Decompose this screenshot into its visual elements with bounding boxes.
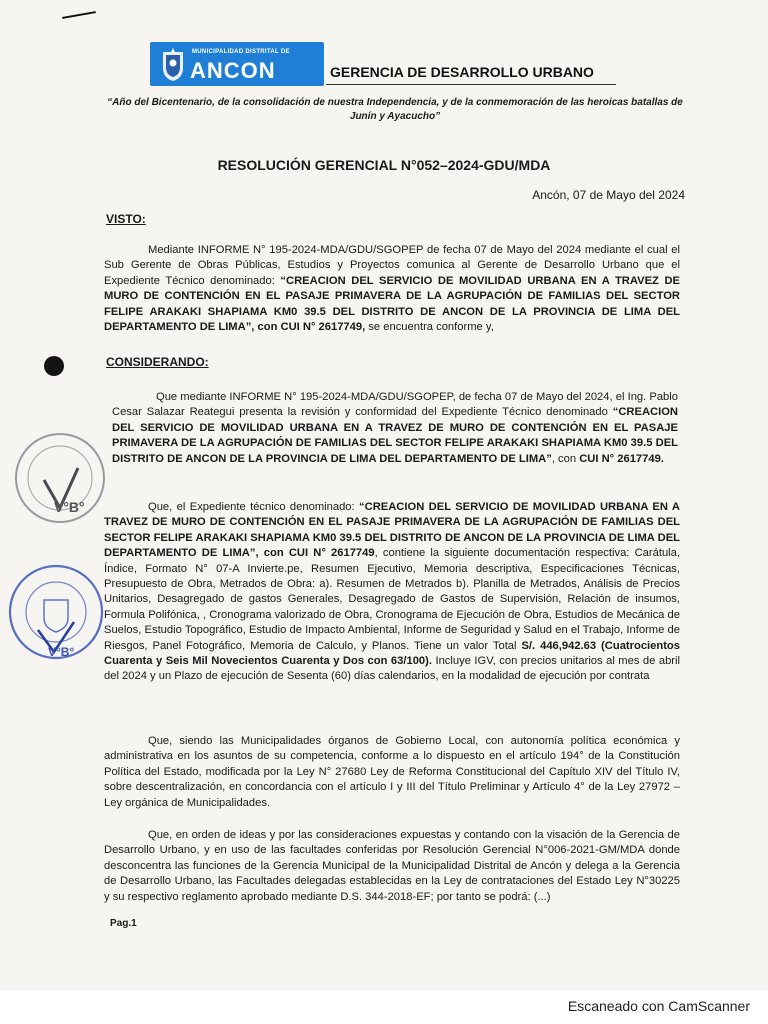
visto-text-c: se encuentra conforme y, — [365, 321, 494, 334]
municipality-seal-stamp — [4, 560, 108, 664]
c4-text: Que, en orden de ideas y por las consideraciones expuestas y contando con la visación de la Gerencia de Desarrollo Urbano, y en uso de las facultades conferidas por Resolución Gerencial N°006-2021-GM/MDA donde desconcentra las funciones de la Gerencia Municipal de la Municipalidad Distrital de Ancón y delega a la Gerencia de Desarrollo Urbano, las Facultades delegadas establecidas en la Ley de contrataciones del Estado Ley N°30225 y su respectivo reglamento aprobado mediante D.S. 344-2018-EF; por tanto se podrá: (...) — [104, 829, 680, 903]
c1-cui: CUI N° 2617749. — [579, 452, 664, 465]
resolution-date: Ancón, 07 de Mayo del 2024 — [532, 188, 685, 202]
header-rule — [326, 84, 616, 85]
svg-text:V°B°: V°B° — [48, 645, 75, 659]
svg-text:V°B°: V°B° — [54, 499, 85, 515]
considerando-paragraph-2 — [104, 500, 680, 685]
punch-hole — [44, 356, 64, 376]
year-motto: “Año del Bicentenario, de la consolidación de nuestra Independencia, y de la conmemoración de las heroicas batallas de Junín y Ayacucho” — [107, 97, 683, 122]
c2-text-a: Que, el Expediente técnico denominado: — [148, 501, 360, 513]
considerando-heading: CONSIDERANDO: — [106, 355, 209, 369]
c2-total-value: S/. 446,942.63 (Cuatrocientos Cuarenta y Seis Mil Novecientos Cuarenta y Dos con 63/100). — [104, 639, 680, 668]
c2-text-e: Incluye IGV, con precios unitarios al mes de abril del 2024 y un Plazo de ejecución de Sesenta (60) días calendarios, en la modalidad de ejecución por contrata — [104, 655, 680, 683]
coat-of-arms-icon — [160, 46, 186, 82]
considerando-paragraph-4 — [104, 828, 680, 905]
logo-title: ANCON — [190, 58, 276, 83]
visto-paragraph — [104, 243, 680, 335]
logo-subtitle: MUNICIPALIDAD DISTRITAL DE — [192, 49, 290, 55]
scanner-label: Escaneado con CamScanner — [567, 998, 750, 1014]
resolution-title: RESOLUCIÓN GERENCIAL N°052–2024-GDU/MDA — [217, 157, 551, 173]
c3-text: Que, siendo las Municipalidades órganos de Gobierno Local, con autonomía política económica y administrativa en los asuntos de su competencia, conforme a lo dispuesto en el artículo 194° de la Constitución Política del Estado, modificada por la Ley N° 27680 Ley de Reforma Constitucional del Capítulo XIV del Título IV, sobre descentralización, en concordancia con el artículo I y III del Título Preliminar y Artículo 4° de la Ley 27972 – Ley orgánica de Municipalidades. — [104, 735, 680, 809]
c1-project-name: “CREACION DEL SERVICIO DE MOVILIDAD URBANA EN A TRAVEZ DE MURO DE CONTENCIÓN EN EL PASAJE PRIMAVERA DE LA AGRUPACIÓN DE FAMILIAS DEL SECTOR FELIPE ARAKAKI SHAPIAMA KM0 39.5 DEL DISTRITO DE ANCON DE LA PROVINCIA DE LIMA DEL DEPARTAMENTO DE LIMA” — [112, 406, 678, 465]
considerando-paragraph-3 — [104, 734, 680, 811]
c1-text-a: Que mediante INFORME N° 195-2024-MDA/GDU/SGOPEP, de fecha 07 de Mayo del 2024, el Ing. Pablo Cesar Salazar Reategui presenta la revisión y conformidad del Expediente Técnico denominado — [112, 391, 678, 419]
visto-text-a: Mediante INFORME N° 195-2024-MDA/GDU/SGOPEP de fecha 07 de Mayo del 2024 mediante el cual el Sub Gerente de Obras Públicas, Estudios y Proyectos comunica al Gerente de Desarrollo Urbano que el Expediente Técnico denominado: — [104, 244, 680, 287]
page-number: Pag.1 — [110, 918, 137, 929]
municipality-logo — [150, 42, 324, 86]
pen-mark — [62, 11, 96, 19]
scanner-footer — [0, 990, 768, 1024]
c2-text-c: , contiene la siguiente documentación respectiva: Carátula, Índice, Formato N° 07-A Invierte.pe, Resumen Ejecutivo, Memoria descriptiva, Especificaciones Técnicas, Presupuesto de Obra, Metrados de Obra: a). Resumen de Metrados b). Planilla de Metrados, Análisis de Precios Unitarios, Desagregado de gastos Generales, Desagregado de Gastos de Supervisión, Relación de insumos, Formula Polifónica, , Cronograma valorizado de Obra, Cronograma de Ejecución de Obra, Estudios de Mecánica de Suelos, Estudio Topográfico, Estudio de Impacto Ambiental, Informe de Seguridad y Salud en el Trabajo, Informe de Riesgos, Panel Fotográfico, Memoria de Calculo, y Planos. Tiene un valor Total — [104, 547, 680, 652]
vb-seal-stamp — [8, 428, 114, 528]
c1-text-c: , con — [551, 452, 580, 465]
department-name: GERENCIA DE DESARROLLO URBANO — [330, 64, 594, 80]
c2-project-name: “CREACION DEL SERVICIO DE MOVILIDAD URBANA EN A TRAVEZ DE MURO DE CONTENCIÓN EN EL PASAJE PRIMAVERA DE LA AGRUPACIÓN DE FAMILIAS DEL SECTOR FELIPE ARAKAKI SHAPIAMA KM0 39.5 DEL DISTRITO DE ANCON DE LA PROVINCIA DE LIMA DEL DEPARTAMENTO DE LIMA”, con CUI N° 2617749 — [104, 501, 680, 560]
visto-heading: VISTO: — [106, 212, 146, 226]
considerando-paragraph-1 — [112, 390, 678, 467]
visto-project-name: “CREACION DEL SERVICIO DE MOVILIDAD URBANA EN A TRAVEZ DE MURO DE CONTENCIÓN EN EL PASAJE PRIMAVERA DE LA AGRUPACIÓN DE FAMILIAS DEL SECTOR FELIPE ARAKAKI SHAPIAMA KM0 39.5 DEL DISTRITO DE ANCON DE LA PROVINCIA DE LIMA DEL DEPARTAMENTO DE LIMA”, con CUI N° 2617749, — [104, 274, 680, 334]
